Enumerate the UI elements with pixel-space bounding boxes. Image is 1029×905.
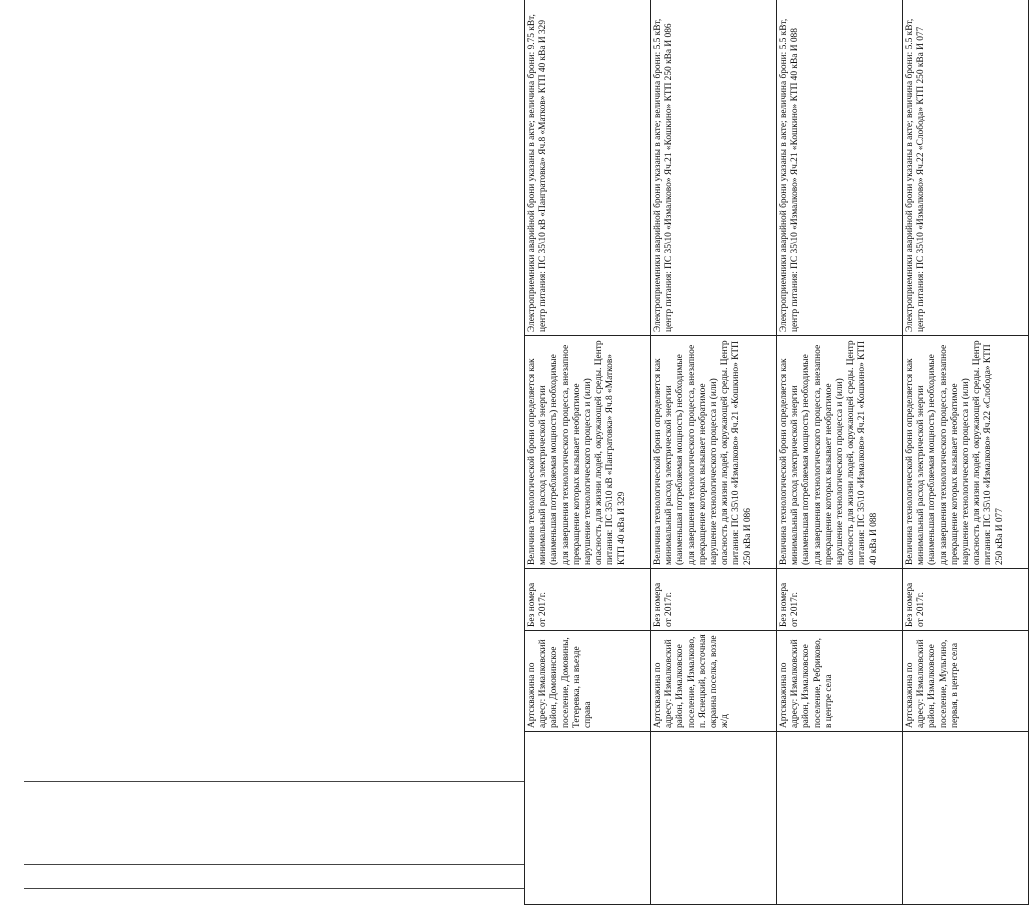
blank-line <box>24 888 524 889</box>
table-row <box>903 0 1029 905</box>
description-cell: Величина технологической брони определяется как минимальный расход электрической энергии (наименьшая потребляемая мощность) необходимые для завершения технологического процесса, внезапное прекращение которых вызывает необратимое нарушение технологического процесса и (или) опасность для жизни людей, окружающей среды. Центр питания: ПС 35\10 кВ «Пангратовка» Яч.8 «Матков» КТП 40 кВа И 329 <box>525 336 651 569</box>
date-cell: Без номера от 2017г. <box>525 569 651 631</box>
address-cell: Артскважина по адресу: Измалковский район, Измалковское поселение, Мульгино, первая, в центре села <box>903 631 1029 732</box>
date-cell: Без номера от 2017г. <box>777 569 903 631</box>
address-cell: Артскважина по адресу: Измалковский район, Измалковское поселение, Ребриково, в центре села <box>777 631 903 732</box>
description-cell: Величина технологической брони определяется как минимальный расход электрической энергии (наименьшая потребляемая мощность) необходимые для завершения технологического процесса, внезапное прекращение которых вызывает необратимое нарушение технологического процесса и (или) опасность для жизни людей, окружающей среды. Центр питания: ПС 35\10 «Измалково» Яч.21 «Кошкино» КТП 250 кВа И 086 <box>651 336 777 569</box>
empty-cell <box>525 732 651 905</box>
note-cell: Электроприемники аварийной брони указаны в акте; величина брони: 5.5 кВт, центр питания: ПС 35\10 «Измалково» Яч.21 «Кошкино» КТП 40 кВа И 088 <box>777 0 903 336</box>
empty-cell <box>777 732 903 905</box>
blank-line <box>24 864 524 865</box>
date-cell: Без номера от 2017г. <box>651 569 777 631</box>
rotated-table-container <box>524 14 1028 905</box>
note-cell: Электроприемники аварийной брони указаны в акте; величина брони: 5.5 кВт, центр питания: ПС 35\10 «Измалково» Яч.22 «Слобода» КТП 250 кВа И 077 <box>903 0 1029 336</box>
empty-cell <box>903 732 1029 905</box>
blank-line <box>24 781 524 782</box>
table-row <box>525 0 651 905</box>
date-cell: Без номера от 2017г. <box>903 569 1029 631</box>
table-row <box>777 0 903 905</box>
empty-cell <box>651 732 777 905</box>
note-cell: Электроприемники аварийной брони указаны в акте; величина брони: 5.5 кВт, центр питания: ПС 35\10 «Измалково» Яч.21 «Кошкино» КТП 250 кВа И 086 <box>651 0 777 336</box>
note-cell: Электроприемники аварийной брони указаны в акте; величина брони: 9.75 кВт, центр питания: ПС 35\10 кВ «Пангратовка» Яч.8 «Матков» КТП 40 кВа И 329 <box>525 0 651 336</box>
table-row <box>651 0 777 905</box>
description-cell: Величина технологической брони определяется как минимальный расход электрической энергии (наименьшая потребляемая мощность) необходимые для завершения технологического процесса, внезапное прекращение которых вызывает необратимое нарушение технологического процесса и (или) опасность для жизни людей, окружающей среды. Центр питания: ПС 35\10 «Измалково» Яч.21 «Кошкино» КТП 40 кВа И 088 <box>777 336 903 569</box>
address-cell: Артскважина по адресу: Измалковский район, Измалковское поселение, Измалково, п. Яснецкий, восточная окраина поселка, возле ж/д <box>651 631 777 732</box>
reservation-table <box>524 0 1029 905</box>
address-cell: Артскважина по адресу: Измалковский район, Домовинское поселение, Домовины, Тетеревка, на въезде справа <box>525 631 651 732</box>
description-cell: Величина технологической брони определяется как минимальный расход электрической энергии (наименьшая потребляемая мощность) необходимые для завершения технологического процесса, внезапное прекращение которых вызывает необратимое нарушение технологического процесса и (или) опасность для жизни людей, окружающей среды. Центр питания: ПС 35\10 «Измалково» Яч.22 «Слобода» КТП 250 кВа И 077 <box>903 336 1029 569</box>
